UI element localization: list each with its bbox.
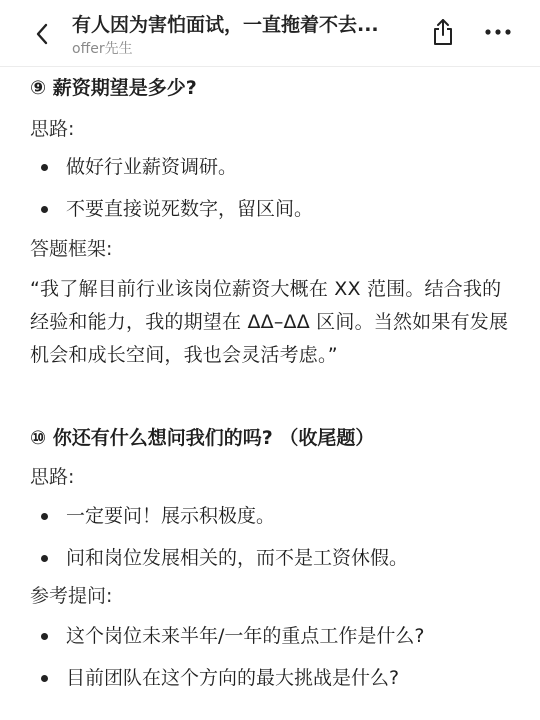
bullet-dot-icon (41, 633, 48, 640)
bullet-dot-icon (41, 164, 48, 171)
bullet-dot-icon (41, 513, 48, 520)
section-label-approach: 思路: (30, 466, 75, 488)
list-item: 不要直接说死数字，留区间。 (30, 194, 510, 224)
top-navigation-bar (0, 0, 540, 67)
answer-framework-quote: “我了解目前行业该岗位薪资大概在 XX 范围。结合我的经验和能力，我的期望在 ΔΔ–ΔΔ 区间。当然如果有发展机会和成长空间，我也会灵活考虑。” (30, 278, 509, 366)
list-item: 目前团队在这个方向的最大挑战是什么? (30, 663, 510, 693)
section-label-reference-questions: 参考提问: (30, 585, 113, 607)
bullet-dot-icon (41, 555, 48, 562)
note-title: 有人因为害怕面试，一直拖着不去... (72, 14, 379, 36)
author-name[interactable]: offer先生 (72, 41, 133, 57)
bullet-dot-icon (41, 675, 48, 682)
back-button[interactable] (28, 20, 56, 48)
list-item: 一定要问！展示积极度。 (30, 501, 510, 531)
section-label-framework: 答题框架: (30, 238, 113, 260)
approach-list (30, 152, 510, 224)
approach-list (30, 501, 510, 573)
list-item: 做好行业薪资调研。 (30, 152, 510, 182)
more-options-button[interactable] (482, 18, 514, 46)
chevron-left-icon (34, 22, 50, 46)
share-button[interactable] (428, 16, 458, 48)
list-item: 问和岗位发展相关的，而不是工资休假。 (30, 543, 510, 573)
section-heading-salary: ⑨ 薪资期望是多少? (30, 77, 197, 99)
section-heading-closing-question: ⑩ 你还有什么想问我们的吗? （收尾题） (30, 427, 375, 449)
bullet-dot-icon (41, 206, 48, 213)
list-item: 这个岗位未来半年/一年的重点工作是什么? (30, 621, 510, 651)
section-label-approach: 思路: (30, 118, 75, 140)
note-content (30, 70, 510, 693)
reference-questions-list (30, 621, 510, 693)
share-icon (431, 18, 455, 46)
more-horizontal-icon (484, 28, 512, 36)
